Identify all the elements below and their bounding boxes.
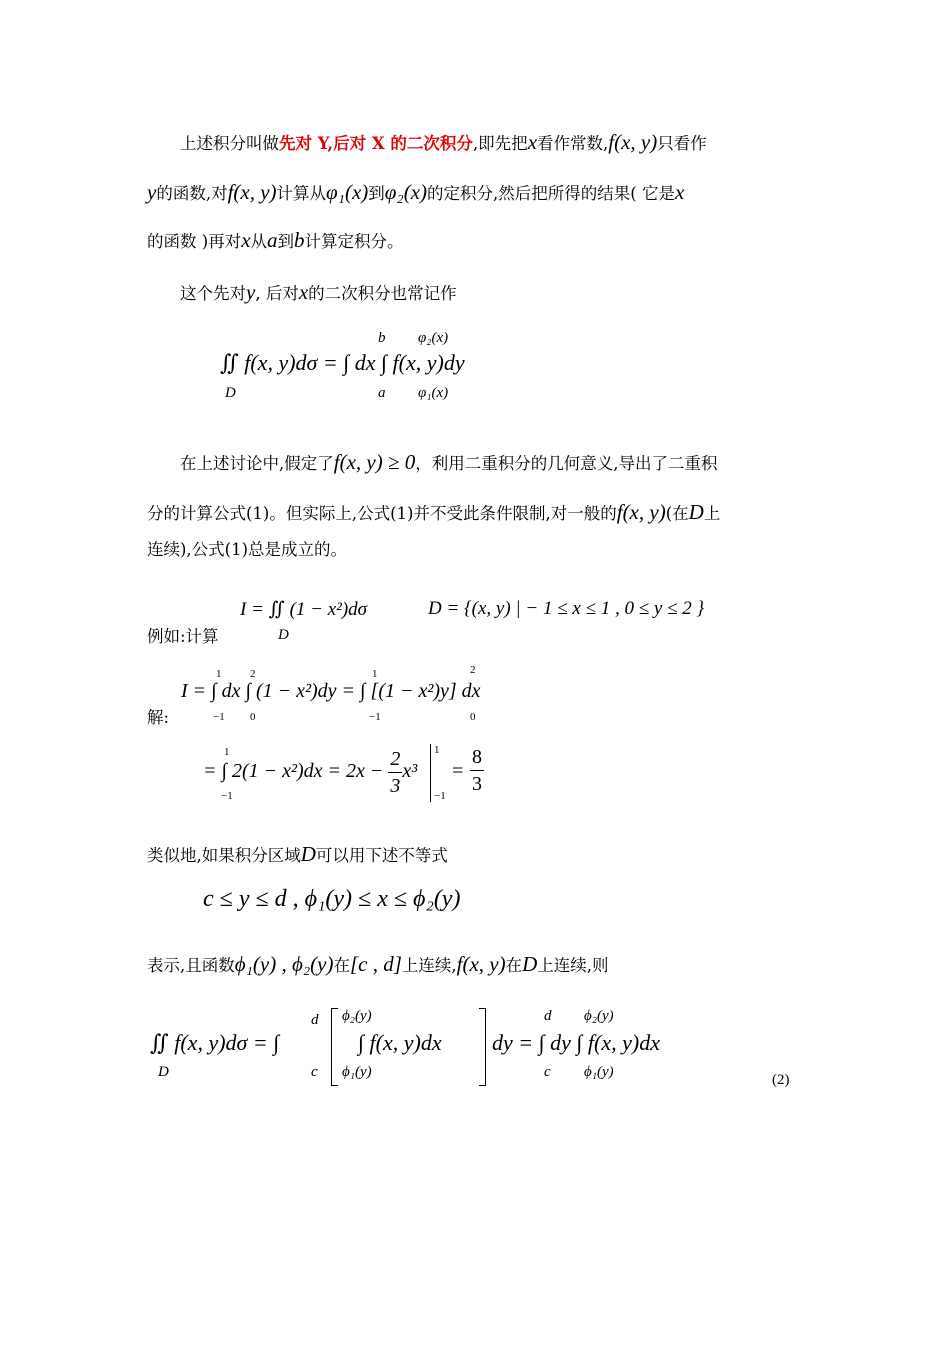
limit-lower-a: a [378,385,386,401]
math-D: D [688,500,704,524]
text: 上连续,则 [537,956,609,975]
text: 上连续, [401,956,457,975]
text: 看作常数, [537,134,609,153]
limit-phi2: ϕ₂(y) [342,1008,372,1024]
text: 从 [250,232,268,251]
fraction-numerator: 8 [470,744,484,771]
text: 只看作 [657,134,707,153]
equation-body: ∬ f(x, y)dσ = ∫ dx ∫ f(x, y)dy [220,350,465,375]
text: 分的计算公式(1)。但实际上,公式(1)并不受此条件限制,对一般的 [147,504,617,523]
text: 可以用下述不等式 [315,846,448,865]
text: 计算定积分。 [304,232,404,251]
text: 的二次积分也常记作 [308,284,457,303]
fraction-denominator: 3 [472,773,482,795]
equation-2-lhs: ∬ f(x, y)dσ = ∫ [150,1030,280,1055]
text: 连续),公式(1)总是成立的。 [147,540,348,559]
solution-line-1: I = ∫ dx ∫ (1 − x²)dy = ∫ [(1 − x²)y] dx [181,680,481,702]
fraction-8-3 [470,744,484,797]
region-D: D [278,627,289,643]
region-D: D [225,385,236,401]
math-b: b [294,228,305,252]
solution-line-2 [203,746,417,799]
fraction-numerator: 2 [388,746,402,773]
text: 表示,且函数 [147,956,235,975]
text: 的函数,对 [156,184,228,203]
math-D: D [300,842,316,866]
math-y: y [246,280,256,304]
inner-integral: ∫ f(x, y)dx [358,1030,442,1055]
limit: 1 [224,746,230,758]
text: 到 [277,232,295,251]
limit-phi1: ϕ₁(y) [342,1064,372,1080]
text: (在 [665,504,689,523]
text: , 后对 [255,284,299,303]
math-y: y [147,180,157,204]
evaluation-bar [430,744,431,802]
solution-label: 解: [147,708,170,727]
limit-phi2: ϕ₂(y) [584,1008,614,1024]
inequality: c ≤ y ≤ d , ϕ₁(y) ≤ x ≤ ϕ₂(y) [203,886,461,912]
text: 在 [505,956,523,975]
limit-c: c [544,1064,551,1080]
math-x: x [298,280,309,304]
text: 在 [333,956,350,975]
limit: 1 [216,668,222,680]
limit: 1 [372,668,378,680]
fraction-2-3 [388,746,402,799]
math-interval: [c , d] [349,952,402,976]
paragraph-line-2 [147,180,684,206]
paragraph-line-8 [147,842,448,868]
text: ，利用二重积分的几何意义,导出了二重积 [415,454,718,473]
text: 的函数 )再对 [147,232,242,251]
paragraph-line-5 [180,450,718,476]
text: 这个先对 [180,284,246,303]
limit: −1 [369,711,381,723]
paragraph-line-6 [147,500,720,526]
text: 的定积分,然后把所得的结果( 它是 [427,184,675,203]
text: 到 [368,184,385,203]
limit: −1 [213,711,225,723]
limit-phi1: ϕ₁(y) [584,1064,614,1080]
example-integral: I = ∬ (1 − x²)dσ [240,599,368,620]
limit: 2 [250,668,256,680]
math-f: f(x, y) [608,130,658,154]
example-label: 例如:计算 [147,627,219,646]
paragraph-line-9 [147,952,609,978]
left-bracket [331,1008,338,1086]
limit-upper-b: b [378,330,386,346]
text: 上 [703,504,721,523]
right-bracket [479,1008,486,1086]
equation-number: (2) [772,1072,790,1088]
limit: 2 [470,664,476,676]
limit-lower-phi: φ₁(x) [418,385,449,401]
paragraph-line-3 [147,228,404,254]
text: 在上述讨论中,假定了 [180,454,334,473]
paragraph-line-1 [180,130,707,156]
math-phi2: φ₂(x) [384,180,428,204]
math-x: x [241,228,251,252]
paragraph-line-7 [147,538,347,562]
limit-c: c [311,1064,318,1080]
math-phi1: φ₁(x) [326,180,369,204]
math-condition: f(x, y) ≥ 0 [333,450,416,474]
paragraph-line-4 [180,280,457,306]
math-f: f(x, y) [616,500,666,524]
text: ,即先把 [472,134,528,153]
limit-d: d [311,1012,319,1028]
line-2-part-b: x³ [402,760,418,783]
text: 计算从 [276,184,327,203]
math-f: f(x, y) [456,952,506,976]
limit: 1 [434,744,440,756]
math-a: a [267,228,278,252]
equation-2-rhs: dy = ∫ dy ∫ f(x, y)dx [492,1030,660,1055]
limit: 0 [470,711,476,723]
math-D: D [522,952,538,976]
line-2-part-a: = ∫ 2(1 − x²)dx = 2x − [203,760,384,783]
math-x: x [527,130,538,154]
example-domain: D = {(x, y) | − 1 ≤ x ≤ 1 , 0 ≤ y ≤ 2 } [428,598,705,619]
math-x: x [674,180,685,204]
highlighted-term: 先对 Y,后对 X 的二次积分 [279,134,473,153]
fraction-denominator: 3 [390,775,401,797]
limit: −1 [434,790,446,802]
region-D: D [158,1064,169,1080]
limit-upper-phi: φ₂(x) [418,330,449,346]
limit: −1 [221,790,233,802]
limit: 0 [250,711,256,723]
text: 类似地,如果积分区域 [147,846,301,865]
math-f: f(x, y) [227,180,277,204]
limit-d: d [544,1008,552,1024]
math-phi: ϕ₁(y) , ϕ₂(y) [234,952,334,976]
text: 上述积分叫做 [180,134,279,153]
equals-sign: = [452,760,464,782]
